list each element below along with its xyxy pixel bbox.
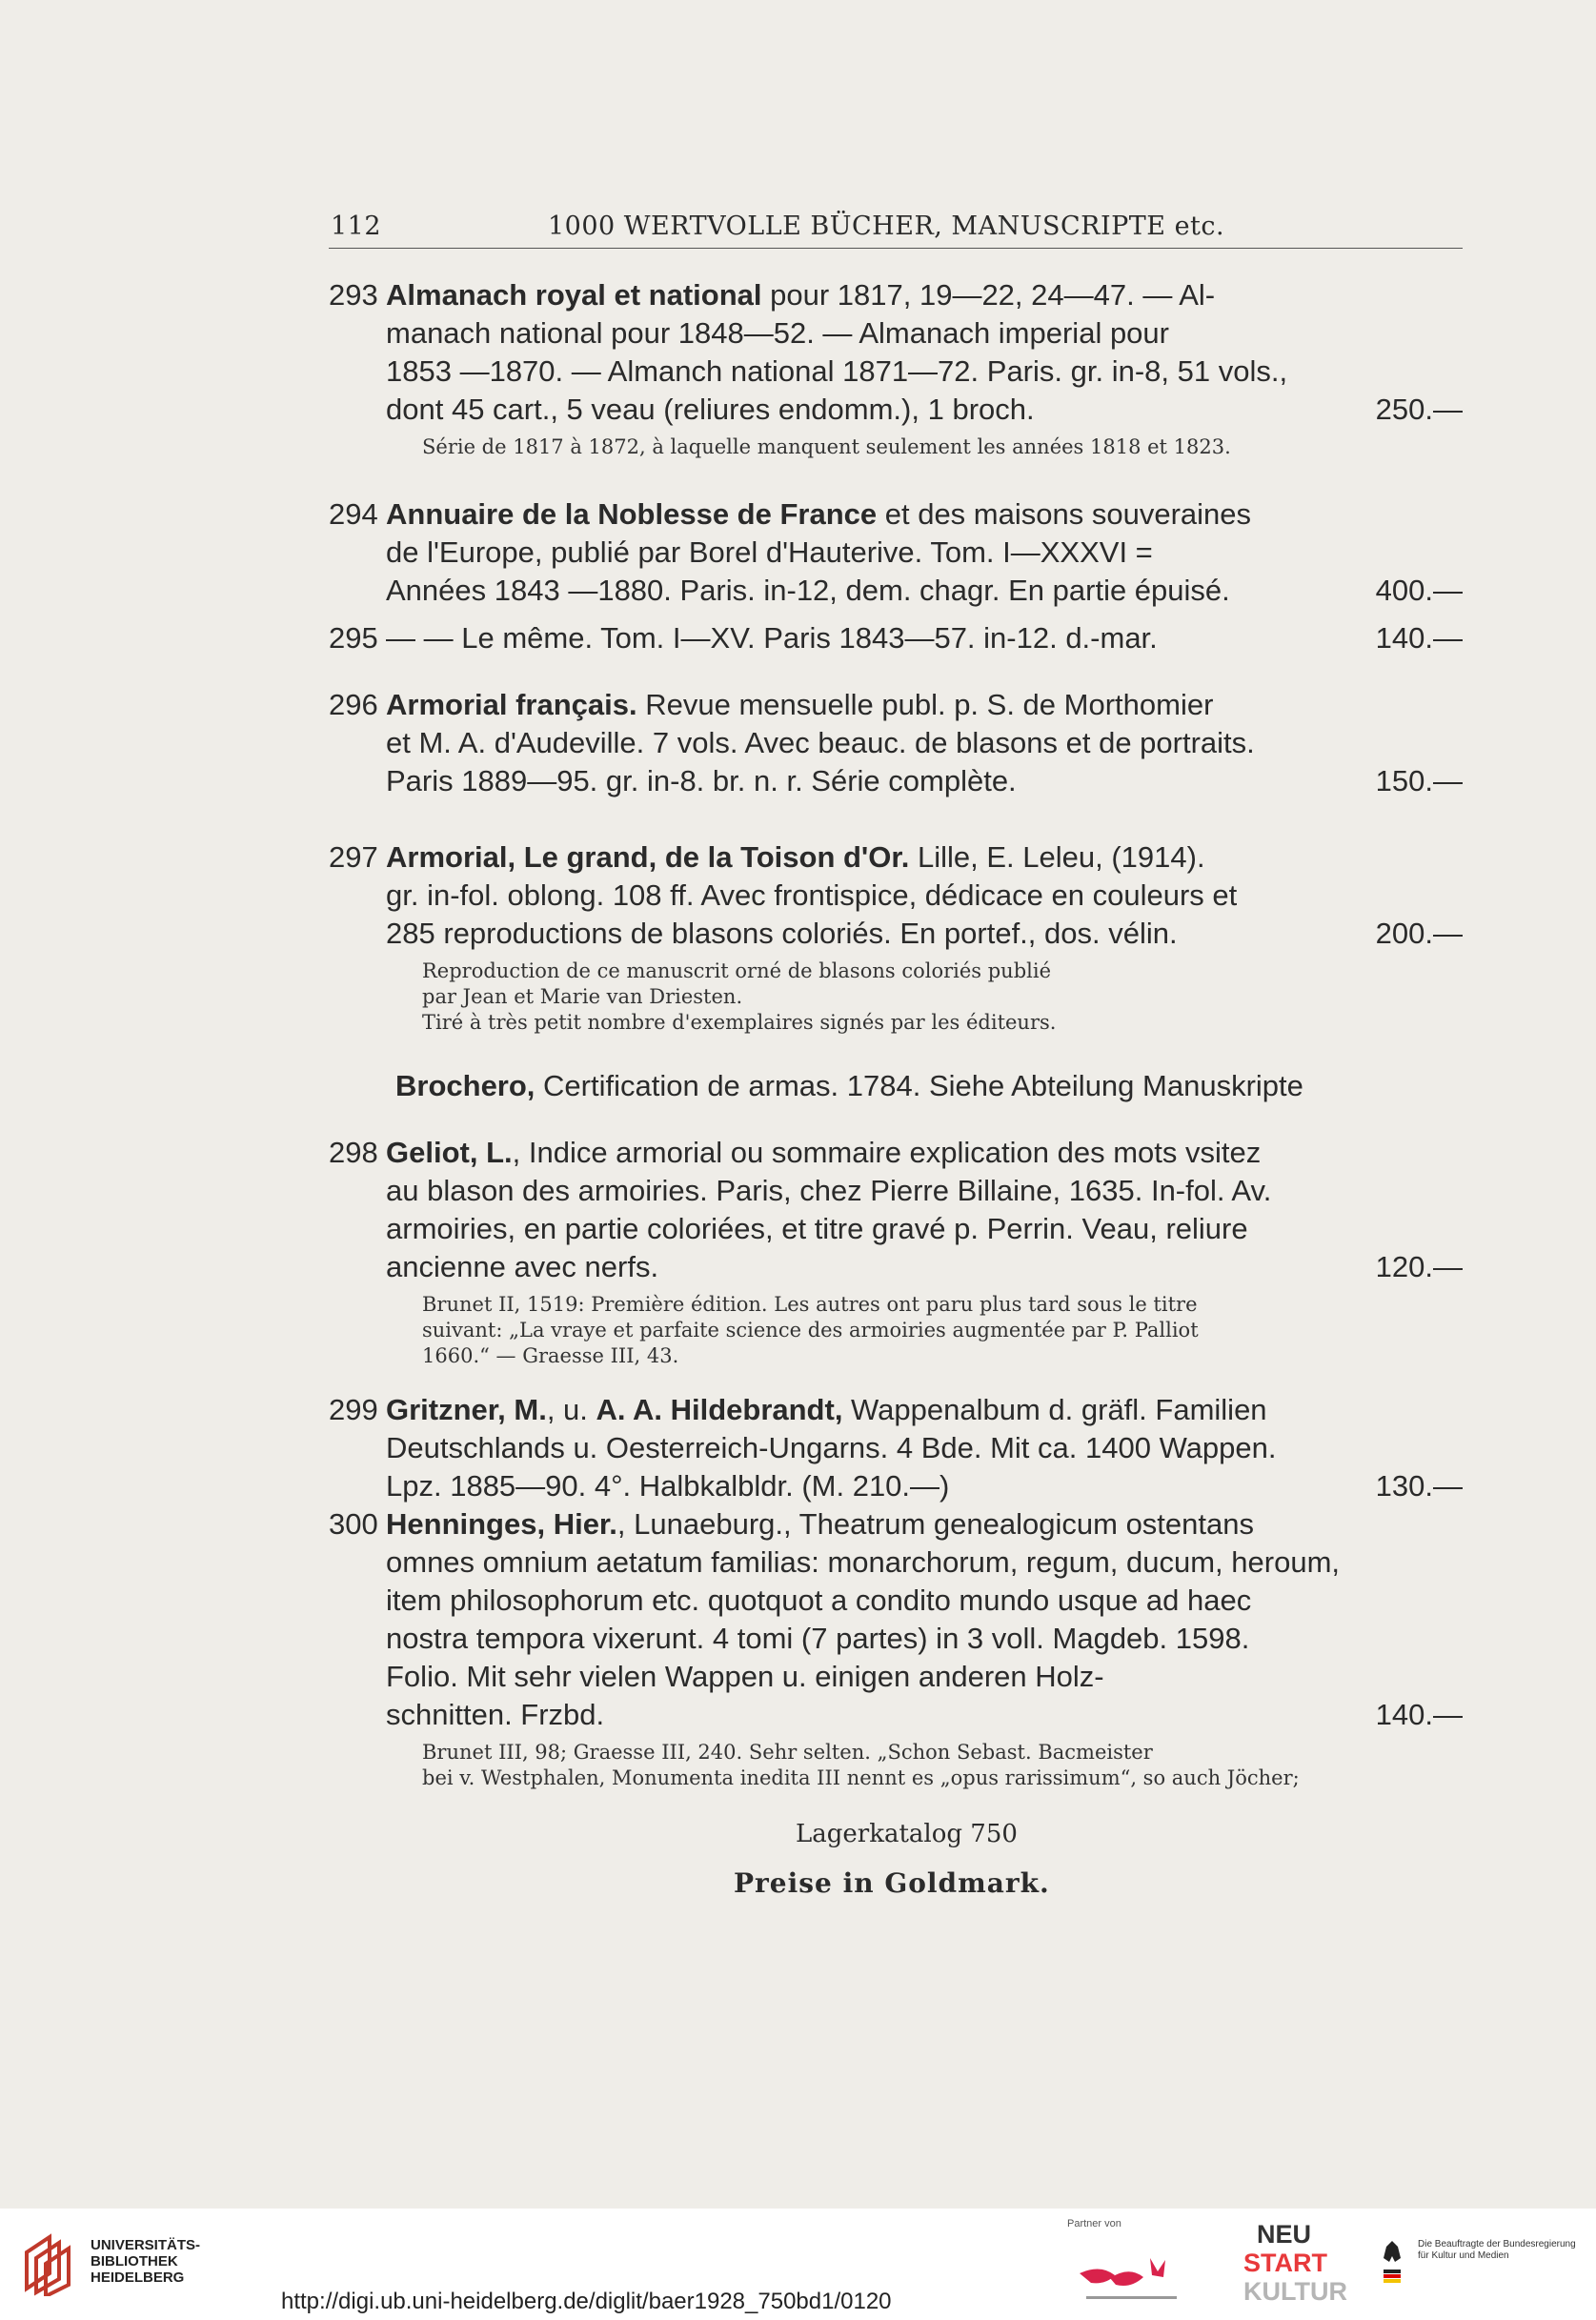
entry-note [422,1740,1463,1791]
entry-text: et M. A. d'Audeville. 7 vols. Avec beauc. de blasons et de portraits. [386,726,1255,759]
note-line: Série de 1817 à 1872, à laquelle manquent seulement les années 1818 et 1823. [422,435,1231,458]
entry-body [386,838,1463,953]
entry-text: 1853 —1870. — Almanch national 1871—72. Paris. gr. in-8, 51 vols., [386,354,1288,388]
entry-text: Revue mensuelle publ. p. S. de Morthomier [636,688,1214,721]
bkm-line: Die Beauftragte der Bundesregierung [1418,2239,1576,2249]
entry-heading: Gritzner, M. [386,1393,547,1426]
entry-text: Lille, E. Leleu, (1914). [909,840,1205,874]
entry-body [386,1391,1463,1505]
entry-line [386,1467,1463,1505]
entry-text: , u. [546,1393,596,1426]
note-line: 1660.“ — Graesse III, 43. [422,1344,679,1367]
catalog-entry [329,1134,1463,1369]
entry-line [386,1582,1463,1620]
entry-line [386,686,1463,724]
entry-heading: Annuaire de la Noblesse de France [386,497,878,531]
entry-heading: Henninges, Hier. [386,1507,617,1541]
entry-price: 140.— [1375,621,1463,655]
university-library-name [91,2237,200,2286]
entry-line [386,762,1463,800]
catalog-entry [329,276,1463,460]
entry-text: omnes omnium aetatum familias: monarchorum, regum, ducum, heroum, [386,1545,1341,1579]
entry-line [386,495,1463,534]
entry-number: 293 [329,278,378,312]
entry-line [386,1696,1463,1734]
entry-line [386,314,1463,353]
neustart-line: START [1243,2249,1327,2277]
entry-heading: Almanach royal et national [386,278,762,312]
entry-text: Paris 1889—95. gr. in-8. br. n. r. Série complète. [386,764,1017,797]
entry-text: Deutschlands u. Oesterreich-Ungarns. 4 Bde. Mit ca. 1400 Wappen. [386,1431,1277,1464]
entry-body [386,1134,1463,1286]
entry-heading: A. A. Hildebrandt, [596,1393,843,1426]
note-line: suivant: „La vraye et parfaite science des armoiries augmentée par P. Palliot [422,1319,1199,1342]
catalog-label: Lagerkatalog 750 [796,1820,1018,1848]
entry-line [386,838,1463,877]
entry-number: 295 [329,621,378,655]
entry-line [386,877,1463,915]
entry-line [386,1210,1463,1248]
entry-note [422,434,1463,460]
entry-text: nostra tempora vixerunt. 4 tomi (7 partes) in 3 voll. Magdeb. 1598. [386,1622,1250,1655]
catalog-entry [329,495,1463,610]
note-line: Brunet II, 1519: Première édition. Les autres ont paru plus tard sous le titre [422,1293,1198,1316]
entry-line [386,1391,1463,1429]
entry-body [395,1067,1463,1105]
entry-line [386,353,1463,391]
entry-line [386,724,1463,762]
entry-number: 300 [329,1507,378,1541]
entry-text: , Indice armorial ou sommaire explication des mots vsitez [512,1136,1262,1169]
entry-line [386,1134,1463,1172]
entry-body [386,495,1463,610]
entry-body [386,1505,1463,1734]
federal-eagle-icon [1382,2237,1403,2285]
bkm-line: für Kultur und Medien [1418,2250,1509,2261]
entry-price: 400.— [1375,574,1463,607]
deutsche-digitale-bibliothek-logo-icon [1072,2245,1196,2311]
entry-price: 120.— [1375,1250,1463,1283]
entry-line [395,1067,1463,1105]
entry-line [386,534,1463,572]
note-line: bei v. Westphalen, Monumenta inedita III nennt es „opus rarissimum“, so auch Jöcher; [422,1766,1300,1789]
running-header [329,212,1463,249]
entry-heading: Armorial, Le grand, de la Toison d'Or. [386,840,910,874]
entry-line [386,1543,1463,1582]
entry-text: armoiries, en partie coloriées, et titre gravé p. Perrin. Veau, reliure [386,1212,1248,1245]
entry-heading: Geliot, L. [386,1136,513,1169]
entry-body [386,276,1463,429]
entry-note [422,1292,1463,1369]
viewer-footer-bar [0,2209,1596,2320]
entry-line [386,1505,1463,1543]
university-library-logo-icon [17,2229,76,2296]
entry-number: 299 [329,1393,378,1426]
entry-price: 250.— [1375,393,1463,426]
entry-text: Folio. Mit sehr vielen Wappen u. einigen anderen Holz- [386,1660,1104,1693]
entry-text: Wappenalbum d. gräfl. Familien [842,1393,1267,1426]
entry-text: dont 45 cart., 5 veau (reliures endomm.), 1 broch. [386,393,1035,426]
page-number: 112 [331,212,382,241]
entry-line [386,276,1463,314]
partner-label: Partner von [1067,2218,1121,2229]
entry-heading: Brochero, [395,1069,535,1102]
entry-line [386,1620,1463,1658]
entry-number: 297 [329,840,378,874]
catalog-entry [329,1391,1463,1505]
entry-number: 296 [329,688,378,721]
entry-line [386,1172,1463,1210]
catalog-entry [329,1505,1463,1791]
entry-number: 298 [329,1136,378,1169]
bkm-label [1418,2239,1576,2262]
entry-text: 285 reproductions de blasons coloriés. En portef., dos. vélin. [386,917,1178,950]
neustart-line: NEU [1256,2220,1311,2249]
entry-text: et des maisons souveraines [877,497,1251,531]
entry-price: 130.— [1375,1469,1463,1503]
entry-body [386,686,1463,800]
entry-price: 200.— [1375,917,1463,950]
entry-line [386,391,1463,429]
entry-body [386,619,1463,657]
entry-line [386,572,1463,610]
running-title: 1000 WERTVOLLE BÜCHER, MANUSCRIPTE etc. [548,212,1225,241]
note-line: par Jean et Marie van Driesten. [422,985,743,1008]
entry-price: 150.— [1375,764,1463,797]
entry-text: Lpz. 1885—90. 4°. Halbkalbldr. (M. 210.—) [386,1469,950,1503]
catalog-entry [329,838,1463,1036]
entry-line [386,1248,1463,1286]
entry-text: au blason des armoiries. Paris, chez Pierre Billaine, 1635. In-fol. Av. [386,1174,1272,1207]
entry-text: , Lunaeburg., Theatrum genealogicum ostentans [616,1507,1254,1541]
entry-text: Années 1843 —1880. Paris. in-12, dem. chagr. En partie épuisé. [386,574,1230,607]
library-line: BIBLIOTHEK [91,2253,178,2270]
library-line: HEIDELBERG [91,2270,185,2286]
entry-text: item philosophorum etc. quotquot a condito mundo usque ad haec [386,1584,1252,1617]
note-line: Brunet III, 98; Graesse III, 240. Sehr selten. „Schon Sebast. Bacmeister [422,1741,1153,1764]
entry-text: Certification de armas. 1784. Siehe Abteilung Manuskripte [535,1069,1303,1102]
catalog-entry [329,1067,1463,1105]
note-line: Tiré à très petit nombre d'exemplaires signés par les éditeurs. [422,1011,1057,1034]
neustart-line: KULTUR [1243,2277,1347,2306]
entry-text: — — Le même. Tom. I—XV. Paris 1843—57. in-12. d.-mar. [386,621,1158,655]
entry-line [386,915,1463,953]
prices-note: Preise in Goldmark. [734,1867,1050,1899]
entry-price: 140.— [1375,1698,1463,1731]
entry-text: manach national pour 1848—52. — Almanach imperial pour [386,316,1169,350]
entry-heading: Armorial français. [386,688,637,721]
permalink-url[interactable]: http://digi.ub.uni-heidelberg.de/diglit/baer1928_750bd1/0120 [281,2289,892,2314]
entry-text: ancienne avec nerfs. [386,1250,659,1283]
entry-text: gr. in-fol. oblong. 108 ff. Avec frontispice, dédicace en couleurs et [386,878,1238,912]
catalog-entry [329,619,1463,657]
entry-text: schnitten. Frzbd. [386,1698,605,1731]
entry-note [422,958,1463,1036]
note-line: Reproduction de ce manuscrit orné de blasons coloriés publié [422,959,1051,982]
entry-line [386,1429,1463,1467]
entry-text: de l'Europe, publié par Borel d'Hauterive. Tom. I—XXXVI = [386,535,1153,569]
library-line: UNIVERSITÄTS- [91,2237,201,2253]
entry-number: 294 [329,497,378,531]
entry-line [386,1658,1463,1696]
neustart-kultur-logo [1243,2220,1347,2315]
entry-line [386,619,1463,657]
entry-text: pour 1817, 19—22, 24—47. — Al- [761,278,1216,312]
catalog-entry [329,686,1463,800]
